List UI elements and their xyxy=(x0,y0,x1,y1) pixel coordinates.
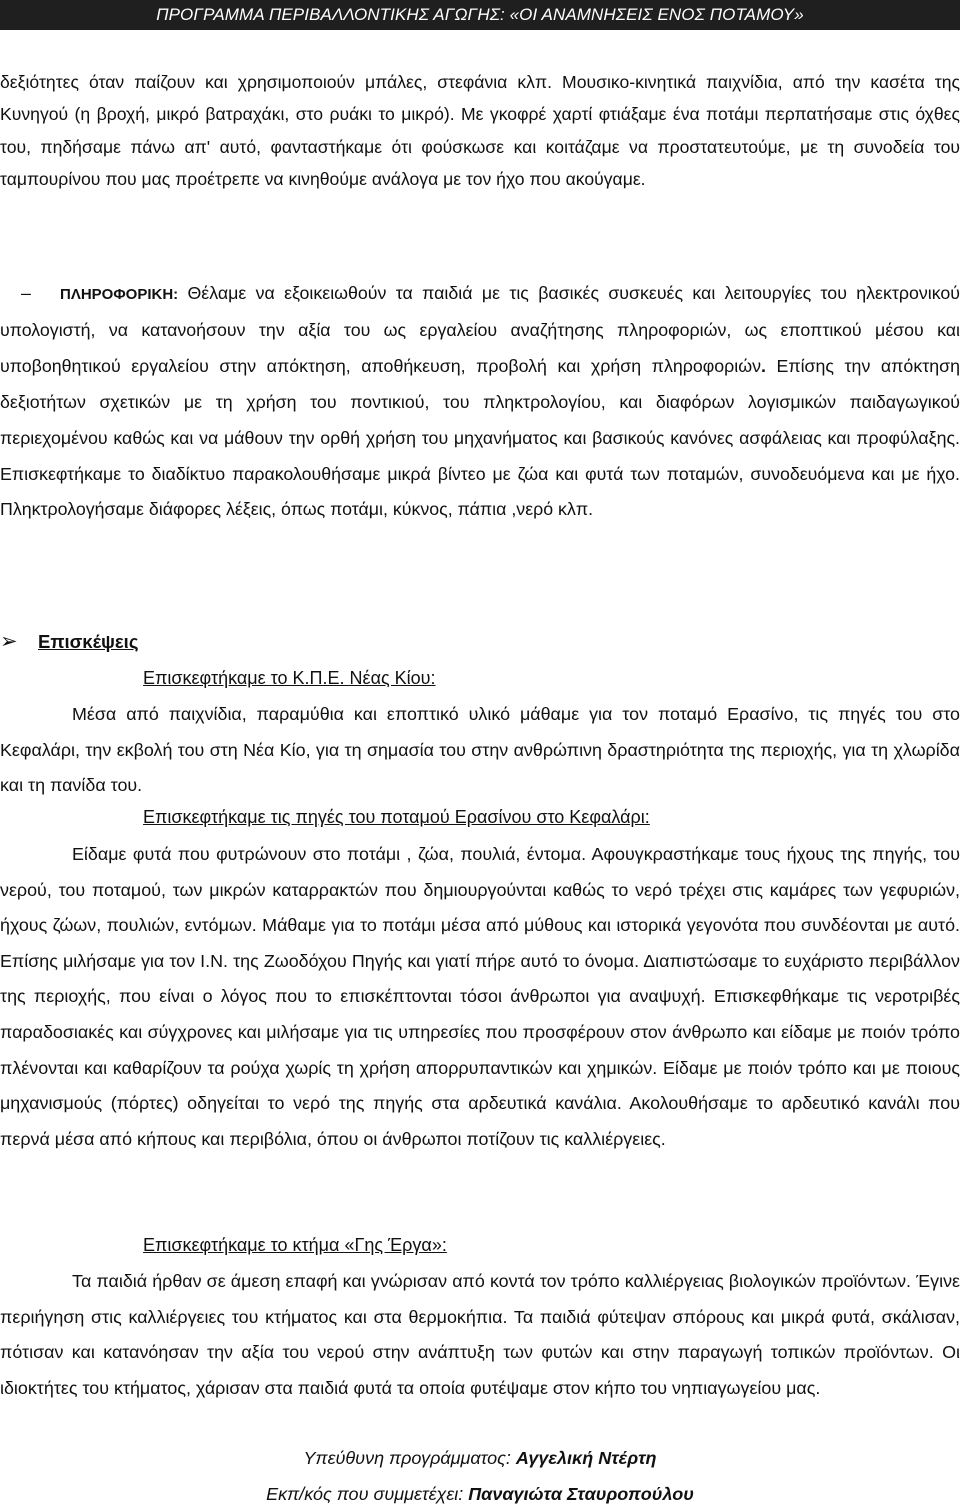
program-responsible-line xyxy=(0,1448,960,1469)
program-title: ΠΡΟΓΡΑΜΜΑ ΠΕΡΙΒΑΛΛΟΝΤΙΚΗΣ ΑΓΩΓΗΣ: «ΟΙ ΑΝΑΜΝΗΣΕΙΣ ΕΝΟΣ ΠΟΤΑΜΟΥ» xyxy=(156,5,804,24)
page-header xyxy=(0,0,960,30)
kep-visit-paragraph xyxy=(0,697,960,804)
participating-teacher-line xyxy=(0,1484,960,1505)
paragraph-informatics xyxy=(0,276,960,528)
dash-bullet: – xyxy=(21,283,31,303)
informatics-dot: . xyxy=(760,355,766,376)
informatics-text-a: Θέλαμε να εξοικειωθούν τα παιδιά με τις βασικές συσκευές και λειτουργίες του ηλεκτρονικού υπολογιστή, να κατανοήσουν την αξία του ως εργαλείου αναζήτησης πληροφοριών, ως εποπτικού μέσου και υποβοηθητικού εργαλείου στην απόκτηση, αποθήκευση, προβολή και χρήση πληροφοριών xyxy=(0,283,960,376)
visits-section-heading xyxy=(0,629,138,654)
informatics-label: ΠΛΗΡΟΦΟΡΙΚΗ: xyxy=(60,286,179,303)
estate-visit-text: Τα παιδιά ήρθαν σε άμεση επαφή και γνώρισαν από κοντά τον τρόπο καλλιέργειας βιολογικών προϊόντων. Έγινε περιήγηση στις καλλιέργειες του κτήματος και στα θερμοκήπια. Τα παιδιά φύτεψαν σπόρους και μικρά φυτά, σκάλισαν, πότισαν και κατανόησαν την αξία του νερού στην ανάπτυξη των φυτών και στην παραγωγή τοπικών προϊόντων. Οι ιδιοκτήτες του κτήματος, χάρισαν στα παιδιά φυτά τα οποία φυτέψαμε στον κήπο του νηπιαγωγείου μας. xyxy=(0,1271,960,1398)
visits-heading-text: Επισκέψεις xyxy=(38,630,139,652)
informatics-text-b: Επίσης την απόκτηση δεξιοτήτων σχετικών με τη χρήση του ποντικιού, του πληκτρολογίου, και διαφόρων λογισμικών παιδαγωγικού περιεχομένου καθώς και να μάθουν την ορθή χρήση του μηχανήματος και βασικούς κανόνες ασφάλειας και προφύλαξης. Επισκεφτήκαμε το διαδίκτυο παρακολουθήσαμε μικρά βίντεο με ζώα και φυτά των ποταμών, συνοδευόμενα και με ήχο. Πληκτρολογήσαμε διάφορες λέξεις, όπως ποτάμι, κύκνος, πάπια ,νερό κλπ. xyxy=(0,355,960,520)
responsible-name: Αγγελική Ντέρτη xyxy=(515,1448,657,1468)
kep-visit-text: Μέσα από παιχνίδια, παραμύθια και εποπτικό υλικό μάθαμε για τον ποταμό Ερασίνο, τις πηγές του στο Κεφαλάρι, την εκβολή του στη Νέα Κίο, για τη σημασία του στην ανθρώπινη δραστηριότητα της περιοχής, για τη χλωρίδα και τη πανίδα του. xyxy=(0,704,960,796)
teacher-name: Παναγιώτα Σταυροπούλου xyxy=(468,1484,694,1504)
arrow-bullet-icon: ➢ xyxy=(0,630,18,653)
paragraph-movement-games: δεξιότητες όταν παίζουν και χρησιμοποιούν μπάλες, στεφάνια κλπ. Μουσικο-κινητικά παιχνίδια, από την κασέτα της Κυνηγού (η βροχή, μικρό βατραχάκι, στο ρυάκι το μικρό). Με γκοφρέ χαρτί φτιάξαμε ένα ποτάμι περπατήσαμε στις όχθες του, πηδήσαμε πάνω απ' αυτό, φανταστήκαμε ότι φούσκωσε και κοιτάζαμε να προστατευτούμε, με τη συνοδεία του ταμπουρίνου που μας προέτρεπε να κινηθούμε ανάλογα με τον ήχο που ακούγαμε. xyxy=(0,72,960,189)
estate-visit-title: Επισκεφτήκαμε το κτήμα «Γης Έργα»: xyxy=(143,1235,447,1255)
springs-visit-title: Επισκεφτήκαμε τις πηγές του ποταμού Ερασίνου στο Κεφαλάρι: xyxy=(143,807,650,827)
teacher-label: Εκπ/κός που συμμετέχει: xyxy=(266,1484,469,1504)
estate-visit-paragraph xyxy=(0,1264,960,1406)
responsible-label: Υπεύθυνη προγράμματος: xyxy=(303,1448,516,1468)
springs-visit-paragraph xyxy=(0,837,960,1157)
springs-visit-text: Είδαμε φυτά που φυτρώνουν στο ποτάμι , ζώα, πουλιά, έντομα. Αφουγκραστήκαμε τους ήχους της πηγής, του νερού, του ποταμού, των μικρών καταρρακτών που δημιουργούνται καθώς το νερό τρέχει στις καμάρες των γεφυριών, ήχους ζώων, πουλιών, εντόμων. Μάθαμε για το ποτάμι μέσα από μύθους και ιστορικά γεγονότα που συνδέονται με αυτό. Επίσης μιλήσαμε για τον Ι.Ν. της Ζωοδόχου Πηγής και γιατί πήρε αυτό το όνομα. Διαπιστώσαμε το ευχάριστο περιβάλλον της περιοχής, που είναι ο λόγος που το επισκέπτονται τόσοι άνθρωποι για αναψυχή. Επισκεφθήκαμε τις νεροτριβές παραδοσιακές και σύγχρονες και μιλήσαμε για τις υπηρεσίες που προσφέρουν στον άνθρωπο και είδαμε με ποιόν τρόπο πλένονται και καθαρίζουν τα ρούχα χωρίς τη χρήση απορρυπαντικών και χημικών. Είδαμε με ποιόν τρόπο και με ποιους μηχανισμούς (πόρτες) οδηγείται το νερό της πηγής στα αρδευτικά κανάλια. Ακολουθήσαμε το αρδευτικό κανάλι που περνά μέσα από κήπους και περιβόλια, όπου οι άνθρωποι ποτίζουν τις καλλιέργειες. xyxy=(0,844,960,1149)
kep-visit-title: Επισκεφτήκαμε το Κ.Π.Ε. Νέας Κίου: xyxy=(143,668,436,688)
